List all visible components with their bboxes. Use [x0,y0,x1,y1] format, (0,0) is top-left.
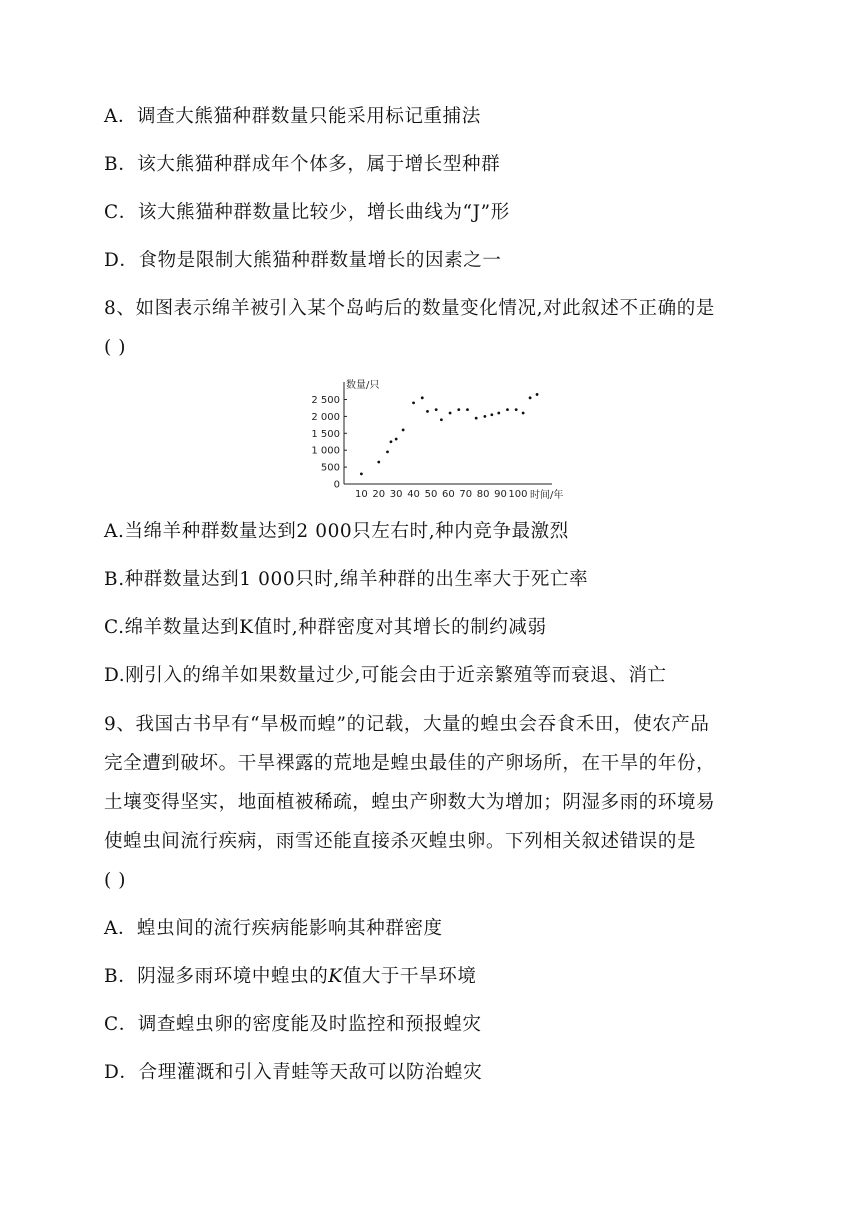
chart-data-point [497,412,500,415]
chart-data-point [515,408,518,411]
chart-y-tick-label: 1 000 [311,445,340,457]
q9-option-b [104,965,476,989]
chart-data-point [475,417,478,420]
chart-x-tick-label: 100 [508,489,528,500]
chart-data-point [457,408,460,411]
chart-data-point [529,396,532,399]
chart-x-tick-label: 20 [372,489,386,500]
q8-option-c-k: K [239,617,254,638]
chart-data-point [377,461,380,464]
chart-data-point [483,415,486,418]
chart-data-point [395,438,398,441]
chart-x-tick-label: 10 [355,489,368,500]
sheep-population-chart [300,378,564,502]
chart-y-tick-label: 2 500 [311,395,340,407]
q8-option-a: A.当绵羊种群数量达到2 000只左右时,种内竞争最激烈 [104,521,569,542]
q8-option-d: D.刚引入的绵羊如果数量过少,可能会由于近亲繁殖等而衰退、消亡 [104,665,667,686]
chart-data-point [449,412,452,415]
q9-stem-line-3: 土壤变得坚实，地面植被稀疏，蝗虫产卵数大为增加；阴湿多雨的环境易 [104,792,716,813]
chart-data-point [466,408,469,411]
chart-y-tick-label: 1 500 [311,428,340,440]
chart-data-point [506,408,509,411]
q9-answer-paren: ( ) [104,870,127,891]
q9-option-b-post: 值大于干旱环境 [342,966,477,987]
chart-y-tick-label: 2 000 [311,411,340,423]
q8-option-c [104,616,547,640]
q9-option-b-k: K [328,966,343,987]
chart-y-tick-label: 0 [333,479,340,491]
chart-x-axis-label: 时间/年 [530,490,564,501]
chart-points [360,393,538,475]
chart-x-tick-label: 80 [476,489,490,500]
q9-option-a: A．蝗虫间的流行疾病能影响其种群密度 [104,918,443,939]
q7-option-d: D．食物是限制大熊猫种群数量增长的因素之一 [104,250,502,271]
q8-stem: 8、如图表示绵羊被引入某个岛屿后的数量变化情况,对此叙述不正确的是 [104,298,715,319]
chart-x-tick-label: 60 [441,489,455,500]
chart-data-point [490,413,493,416]
q9-option-c: C．调查蝗虫卵的密度能及时监控和预报蝗灾 [104,1014,482,1035]
q9-stem-line-1: 9、我国古书早有“旱极而蝗”的记载，大量的蝗虫会吞食禾田，使农产品 [104,714,710,735]
chart-data-point [426,410,429,413]
chart-y-axis-label: 数量/只 [346,380,380,391]
chart-data-point [440,418,443,421]
chart-x-tick-label: 90 [494,489,507,500]
q9-option-b-pre: B．阴湿多雨环境中蝗虫的 [104,966,329,987]
q9-stem-line-4: 使蝗虫间流行疾病，雨雪还能直接杀灭蝗虫卵。下列相关叙述错误的是 [104,831,697,852]
q8-option-c-pre: C.绵羊数量达到 [104,617,240,638]
chart-x-tick-label: 70 [459,489,473,500]
q7-option-b: B．该大熊猫种群成年个体多，属于增长型种群 [104,154,501,175]
q7-option-c: C．该大熊猫种群数量比较少，增长曲线为“J”形 [104,202,510,223]
q9-stem-line-2: 完全遭到破坏。干旱裸露的荒地是蝗虫最佳的产卵场所，在干旱的年份， [104,753,716,774]
chart-data-point [421,396,424,399]
chart-data-point [412,401,415,404]
chart-data-point [390,440,393,443]
chart-x-tick-label: 50 [424,489,438,500]
q9-option-d: D．合理灌溉和引入青蛙等天敌可以防治蝗灾 [104,1062,483,1083]
q7-option-a: A．调查大熊猫种群数量只能采用标记重捕法 [104,106,481,127]
q8-option-c-post: 值时,种群密度对其增长的制约减弱 [253,617,547,638]
chart-data-point [536,393,539,396]
q8-answer-paren: ( ) [104,337,127,358]
chart-data-point [360,472,363,475]
q8-option-b: B.种群数量达到1 000只时,绵羊种群的出生率大于死亡率 [104,569,589,590]
chart-x-tick-label: 40 [407,489,420,500]
chart-y-tick-label: 500 [320,462,340,474]
chart-data-point [435,408,438,411]
chart-x-tick-label: 30 [389,489,403,500]
chart-data-point [522,412,525,415]
chart-axes [344,382,552,484]
chart-data-point [402,429,405,432]
chart-data-point [386,450,389,453]
chart-y-ticks [311,395,347,490]
chart-x-ticks [355,489,527,500]
